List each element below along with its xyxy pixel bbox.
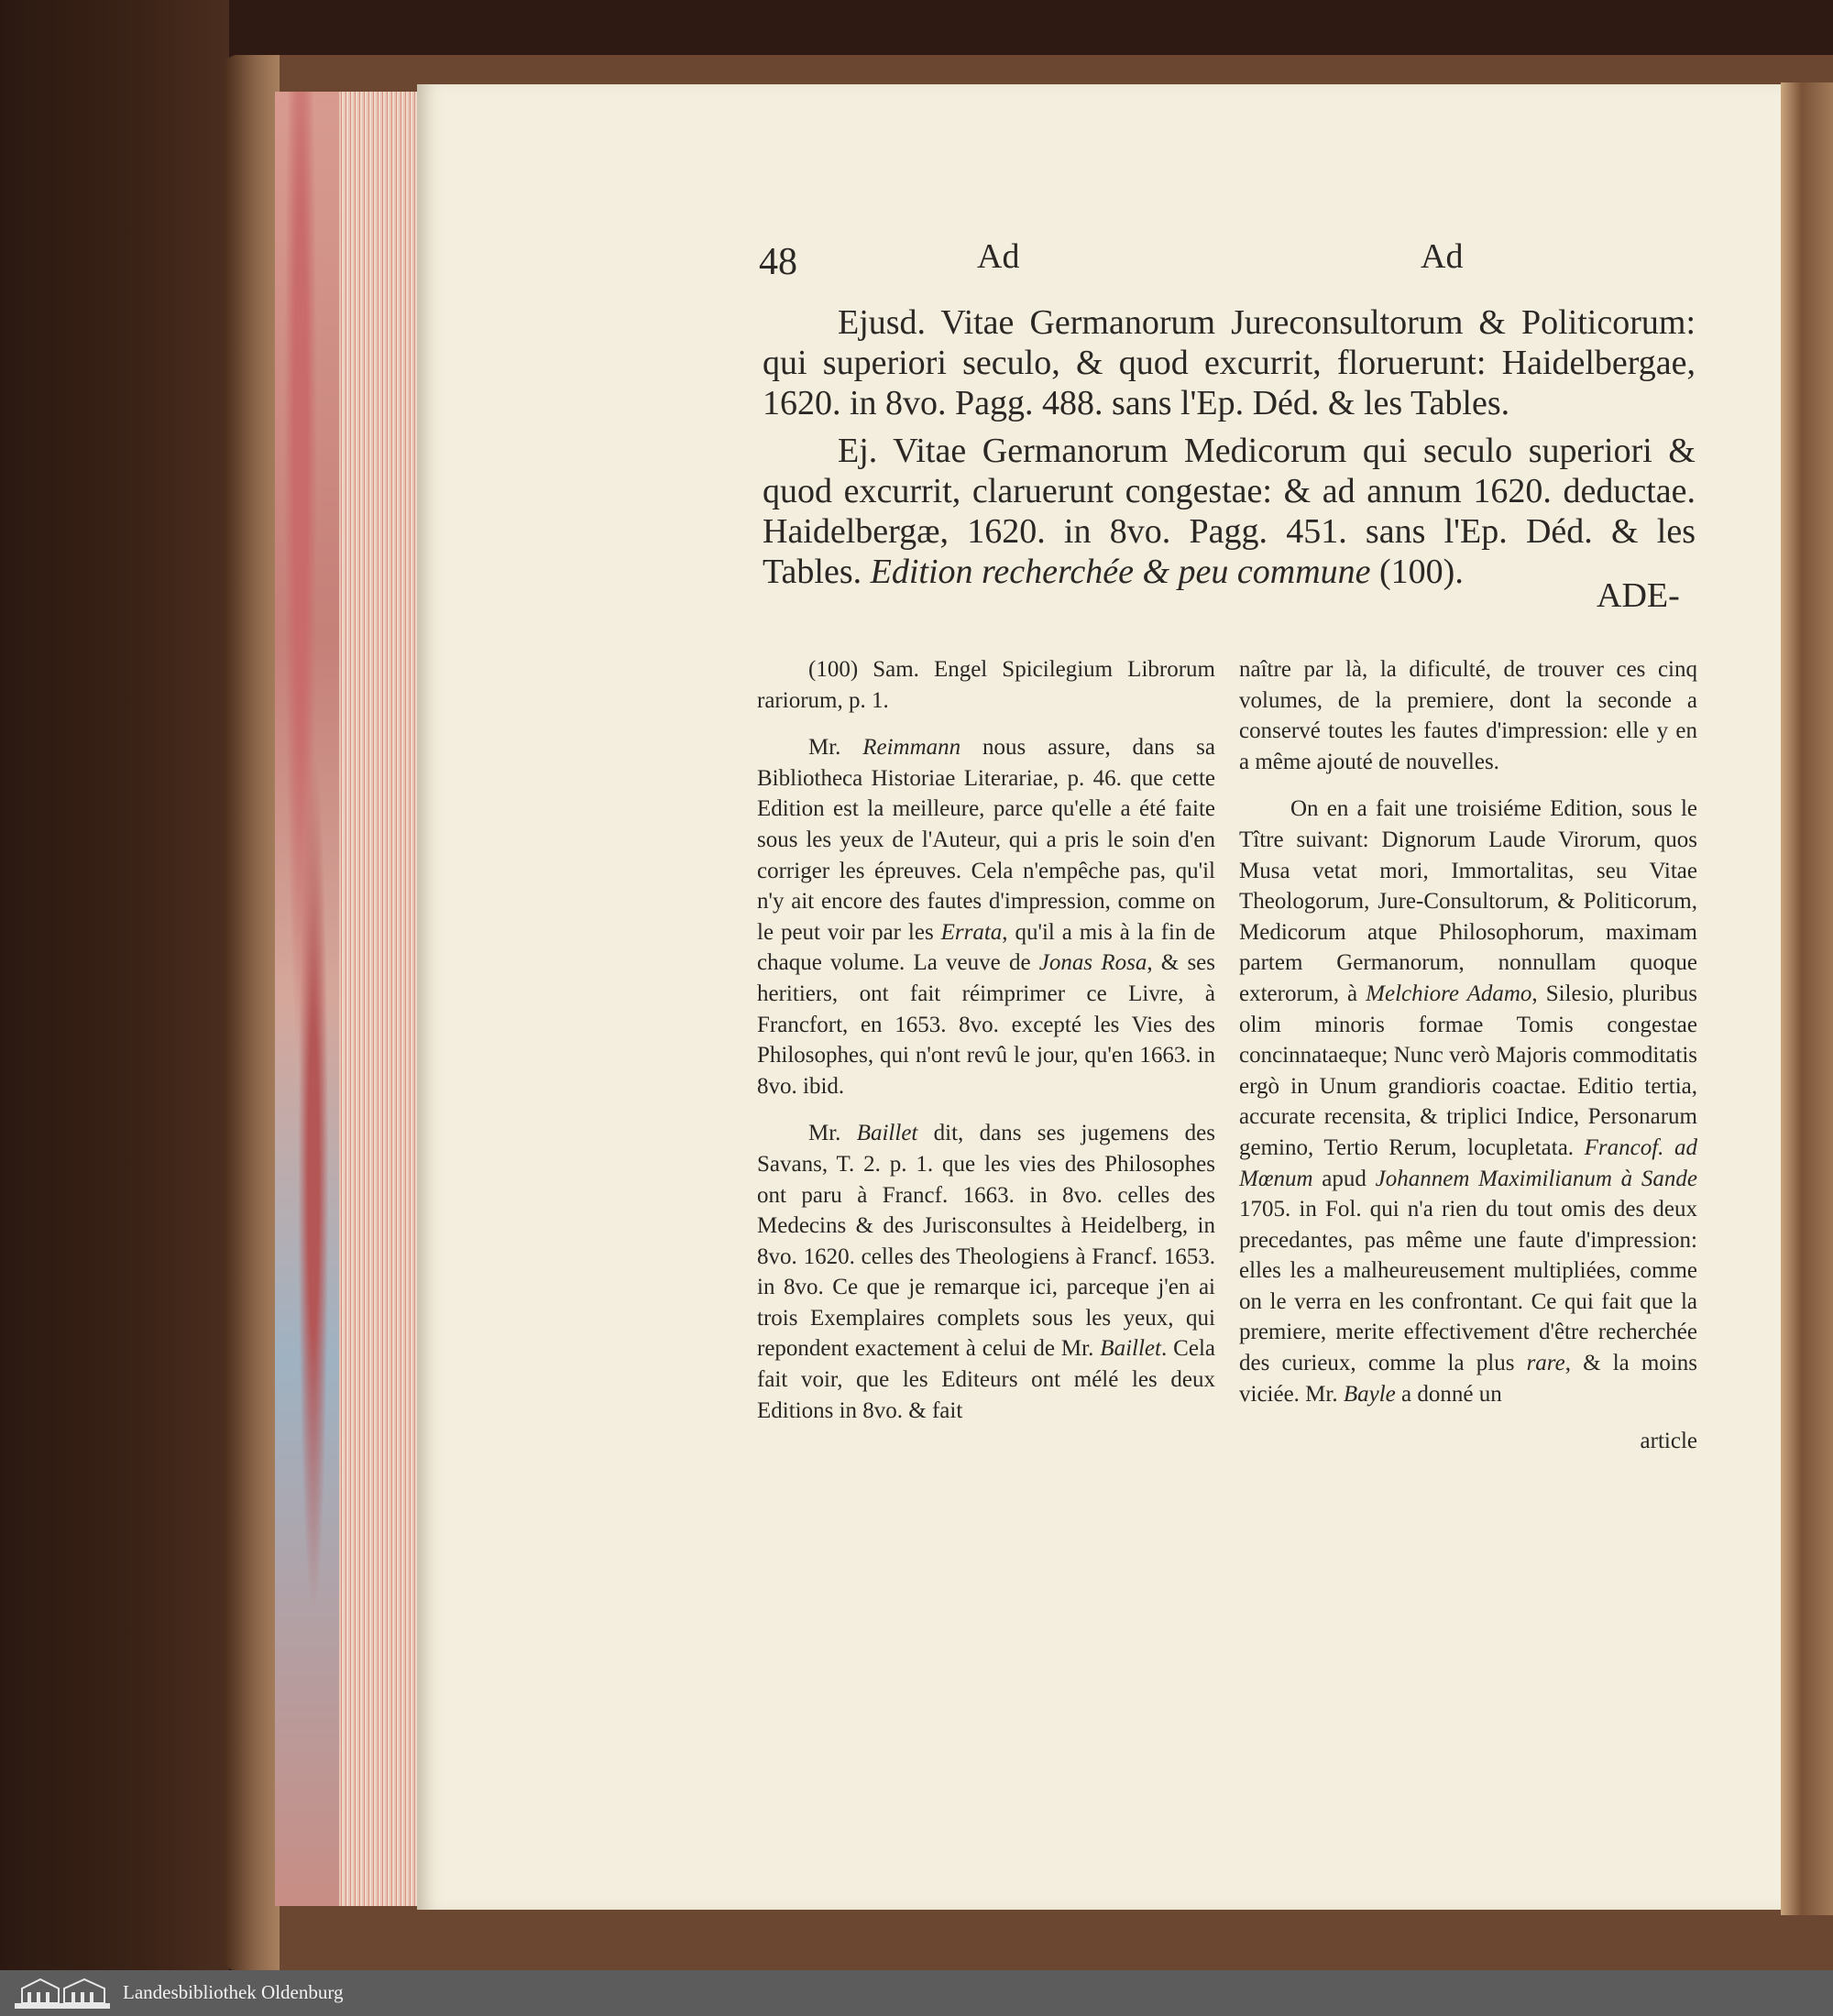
marbled-endpaper [275,92,339,1906]
page-number: 48 [759,241,797,283]
footnote-italic: Reimmann [862,735,961,761]
running-head-right: Ad [1421,237,1464,276]
footnote-text: , & la moins viciée. Mr. [1239,1351,1697,1407]
footnote-text: Mr. [808,735,863,761]
entry-paragraph-2 [763,431,1696,592]
column-catchword: article [1640,1429,1697,1454]
footnote-italic: Johannem Maximilianum à Sande [1375,1166,1697,1191]
footnote-text: a donné un [1395,1381,1502,1407]
book-board-right [1781,82,1833,1915]
footnote-text: , qu'il a mis à la fin de chaque volume. La veuve de [757,919,1215,976]
footnote-column-left [757,654,1215,1442]
footnote-italic: Francof. ad Mœnum [1239,1134,1697,1191]
footnote-italic: Bayle [1343,1381,1396,1407]
entry-paragraph-1: Ejusd. Vitae Germanorum Jureconsultorum & Politicorum: qui superiori seculo, & quod excurrit, floruerunt: Haidelbergae, 1620. in 8vo. Pagg. 488. sans l'Ep. Déd. & les Tables. [763,303,1696,422]
footnote-paragraph [1239,794,1697,1409]
footnote-italic: Jonas Rosa [1038,950,1147,976]
footnote-text: , & ses heritiers, ont fait réimprimer ce Livre, à Francfort, en 1653. 8vo. excepté les Vies des Philosophes, qui n'ont revû le jour, qu'en 1663. in 8vo. ibid. [757,950,1216,1099]
footnote-italic: rare [1526,1351,1565,1376]
background-dark [0,0,229,1970]
library-building-icon [13,1976,112,2011]
footnote-text: On en a fait une troisiéme Edition, sous le Tître suivant: Dignorum Laude Virorum, quos Musa vetat mori, Immortalitas, seu Vitae Theologorum, Jure-Consultorum, & Politicorum, Medicorum atque Philosophorum, maximam partem Germanorum, nonnullam quoque exterorum, à [1239,796,1697,1006]
footnote-italic: Baillet [856,1121,918,1146]
entry-paragraph-2-ref: (100). [1379,553,1464,591]
footnote-text: apud [1312,1166,1376,1191]
footnote-italic: Melchiore Adamo [1366,981,1532,1006]
footnote-text: , Silesio, pluribus olim minoris formae Tomis congestae concinnataeque; Nunc verò Majoris commoditatis ergò in Unum grandioris coactae. Editio tertia, accurate recensita, & triplici Indice, Personarum gemino, Tertio Rerum, locupletata. [1239,981,1697,1160]
book-board-left [225,55,280,1970]
running-head-left: Ad [977,237,1020,276]
library-name: Landesbibliothek Oldenburg [123,1981,344,2003]
footnote-column-right [1239,654,1697,1457]
footnote-text: (100) Sam. Engel Spicilegium Librorum rariorum, p. 1. [757,657,1215,713]
footnote-text: 1705. in Fol. qui n'a rien du tout omis des deux precedantes, pas même une faute d'impression: elles les a malheureusement multipliées, comme on le verra en les confrontant. Ce qui fait que la premiere, merite effectivement d'être recherchée des curieux, comme la plus [1239,1197,1697,1376]
footnote-paragraph [1239,654,1697,777]
footnote-paragraph [757,654,1215,716]
footnote-text: . Cela fait voir, que les Editeurs ont mélé les deux Editions in 8vo. & fait [757,1336,1215,1423]
footnote-text: dit, dans ses jugemens des Savans, T. 2. p. 1. que les vies des Philosophes ont paru à Francf. 1663. in 8vo. celles des Medecins & des Jurisconsultes à Heidelberg, in 8vo. 1620. celles des Theologiens à Francf. 1653. in 8vo. Ce que je remarque ici, parceque j'en ai trois Exemplaires complets sous les yeux, qui repondent exactement à celui de Mr. [757,1121,1215,1362]
footnote-paragraph [757,732,1215,1101]
footnote-paragraph [757,1118,1215,1426]
footnote-text: naître par là, la dificulté, de trouver ces cinq volumes, de la premiere, dont la seconde a conservé toutes les fautes d'impression: elle y en a même ajouté de nouvelles. [1239,657,1697,774]
catchword: ADE- [1597,576,1680,615]
footnote-text: Mr. [808,1121,857,1146]
footnote-text: nous assure, dans sa Bibliotheca Historiae Literariae, p. 46. que cette Edition est la meilleure, parce qu'elle a été faite sous les yeux de l'Auteur, qui a pris le soin d'en corriger les épreuves. Cela n'empêche pas, qu'il n'y ait encore des fautes d'impression, comme on le peut voir par les [757,735,1215,945]
footnote-italic: Errata [940,919,1003,945]
entry-paragraph-2-text: Ej. Vitae Germanorum Medicorum qui seculo superiori & quod excurrit, claruerunt congestae: & ad annum 1620. deductae. Haidelbergæ, 1620. in 8vo. Pagg. 451. sans l'Ep. Déd. & les Tables. [763,432,1696,591]
footnote-italic: Baillet [1100,1336,1161,1362]
entry-paragraph-2-italic: Edition recherchée & peu commune [870,553,1371,591]
